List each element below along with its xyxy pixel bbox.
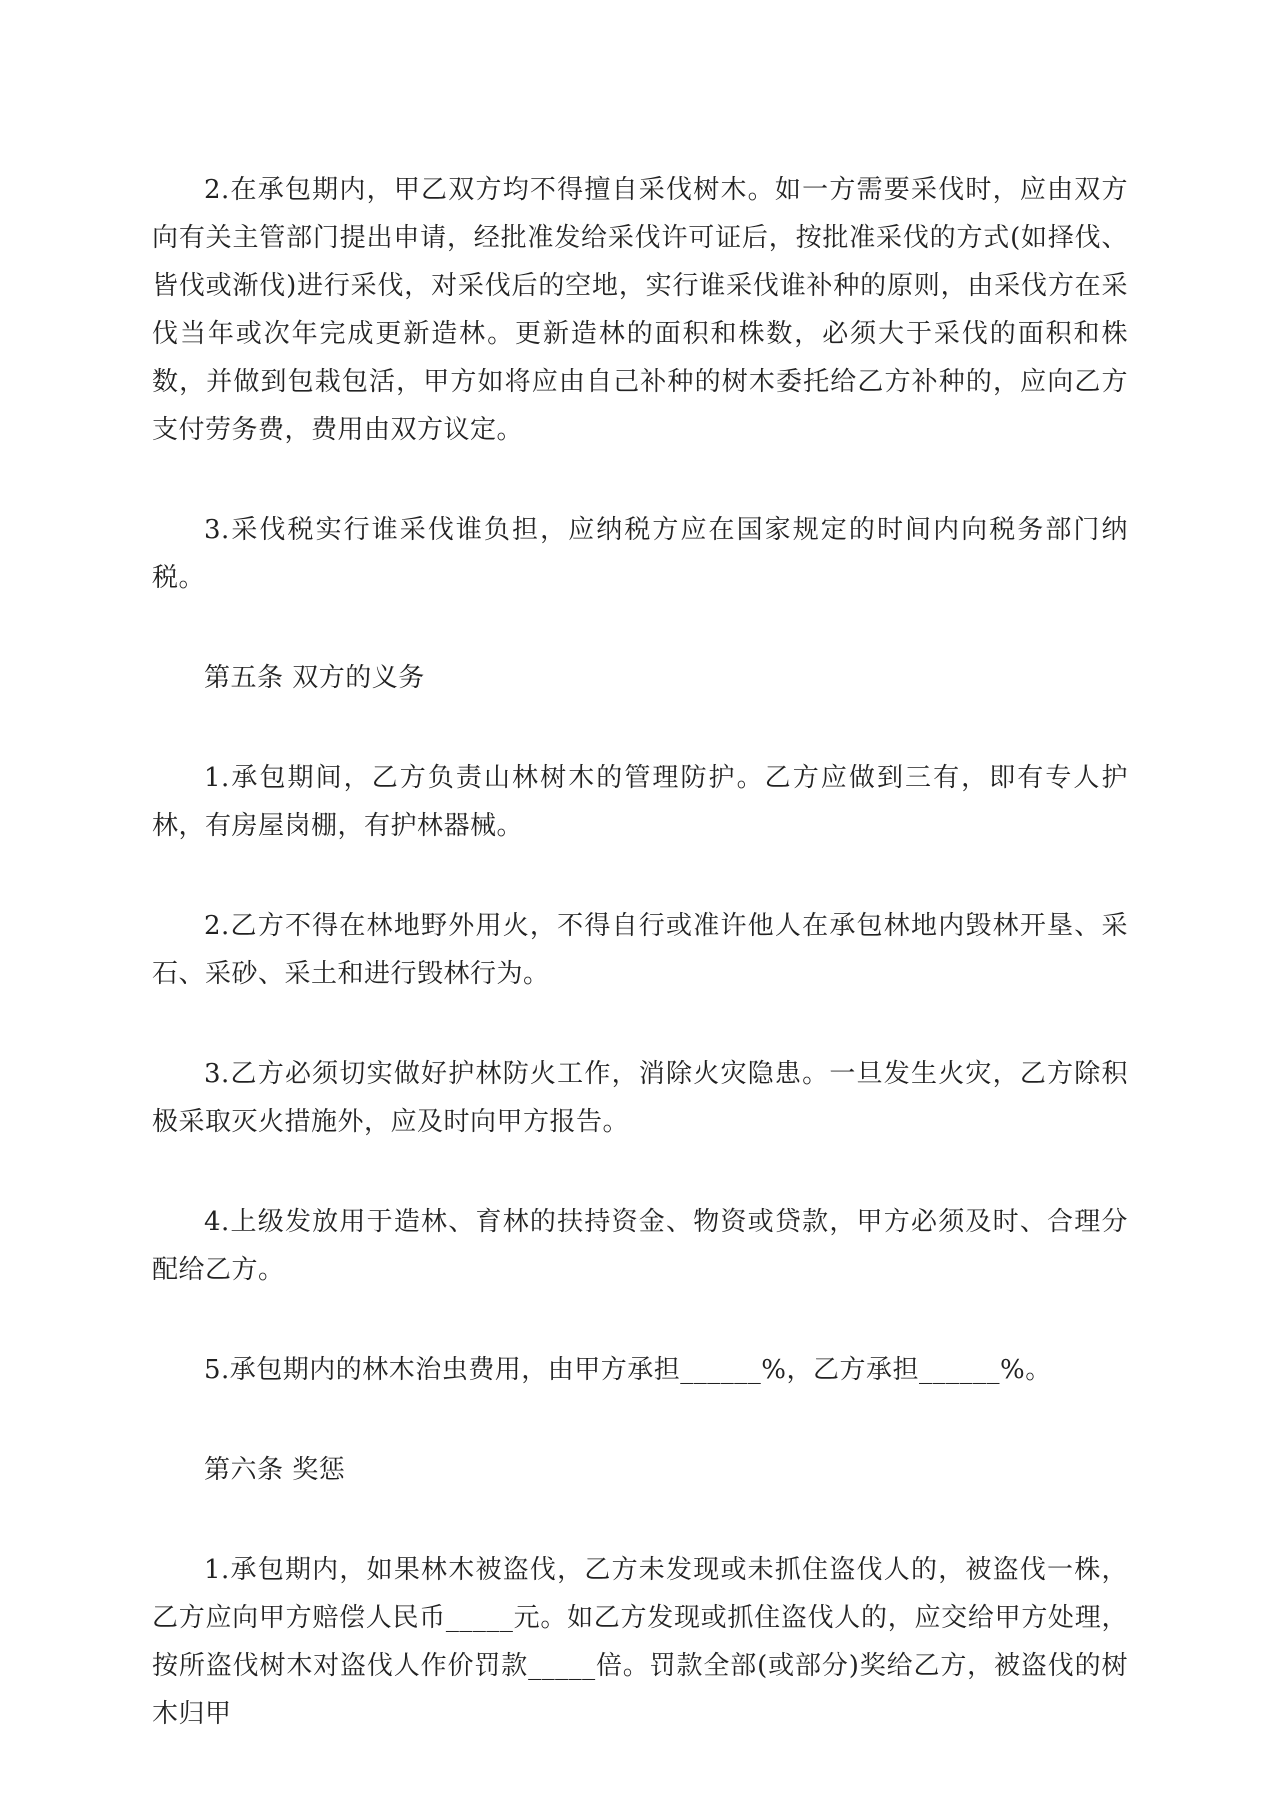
clause-5-item-2: 2.乙方不得在林地野外用火，不得自行或准许他人在承包林地内毁林开垦、采石、采砂、采土和进行毁林行为。 — [152, 911, 1128, 989]
clause-5-item-3: 3.乙方必须切实做好护林防火工作，消除火灾隐患。一旦发生火灾，乙方除积极采取灭火措施外，应及时向甲方报告。 — [152, 1059, 1128, 1137]
clause-6-item-1: 1.承包期内，如果林木被盗伐，乙方未发现或未抓住盗伐人的，被盗伐一株，乙方应向甲方赔偿人民币_____元。如乙方发现或抓住盗伐人的，应交给甲方处理，按所盗伐树木对盗伐人作价罚款_____倍。罚款全部(或部分)奖给乙方，被盗伐的树木归甲 — [152, 1555, 1128, 1729]
clause-4-item-2: 2.在承包期内，甲乙双方均不得擅自采伐树木。如一方需要采伐时，应由双方向有关主管部门提出申请，经批准发给采伐许可证后，按批准采伐的方式(如择伐、皆伐或渐伐)进行采伐，对采伐后的空地，实行谁采伐谁补种的原则，由采伐方在采伐当年或次年完成更新造林。更新造林的面积和株数，必须大于采伐的面积和株数，并做到包栽包活，甲方如将应由自己补种的树木委托给乙方补种的，应向乙方支付劳务费，费用由双方议定。 — [152, 175, 1128, 445]
clause-5-item-1: 1.承包期间，乙方负责山林树木的管理防护。乙方应做到三有，即有专人护林，有房屋岗棚，有护林器械。 — [152, 763, 1128, 841]
document-body — [152, 166, 1128, 1790]
clause-5-item-5: 5.承包期内的林木治虫费用，由甲方承担______%，乙方承担______%。 — [204, 1355, 1052, 1385]
article-5-heading: 第五条 双方的义务 — [204, 663, 425, 693]
article-6-heading: 第六条 奖惩 — [204, 1455, 346, 1485]
clause-5-item-4: 4.上级发放用于造林、育林的扶持资金、物资或贷款，甲方必须及时、合理分配给乙方。 — [152, 1207, 1128, 1285]
clause-4-item-3: 3.采伐税实行谁采伐谁负担，应纳税方应在国家规定的时间内向税务部门纳税。 — [152, 515, 1128, 593]
